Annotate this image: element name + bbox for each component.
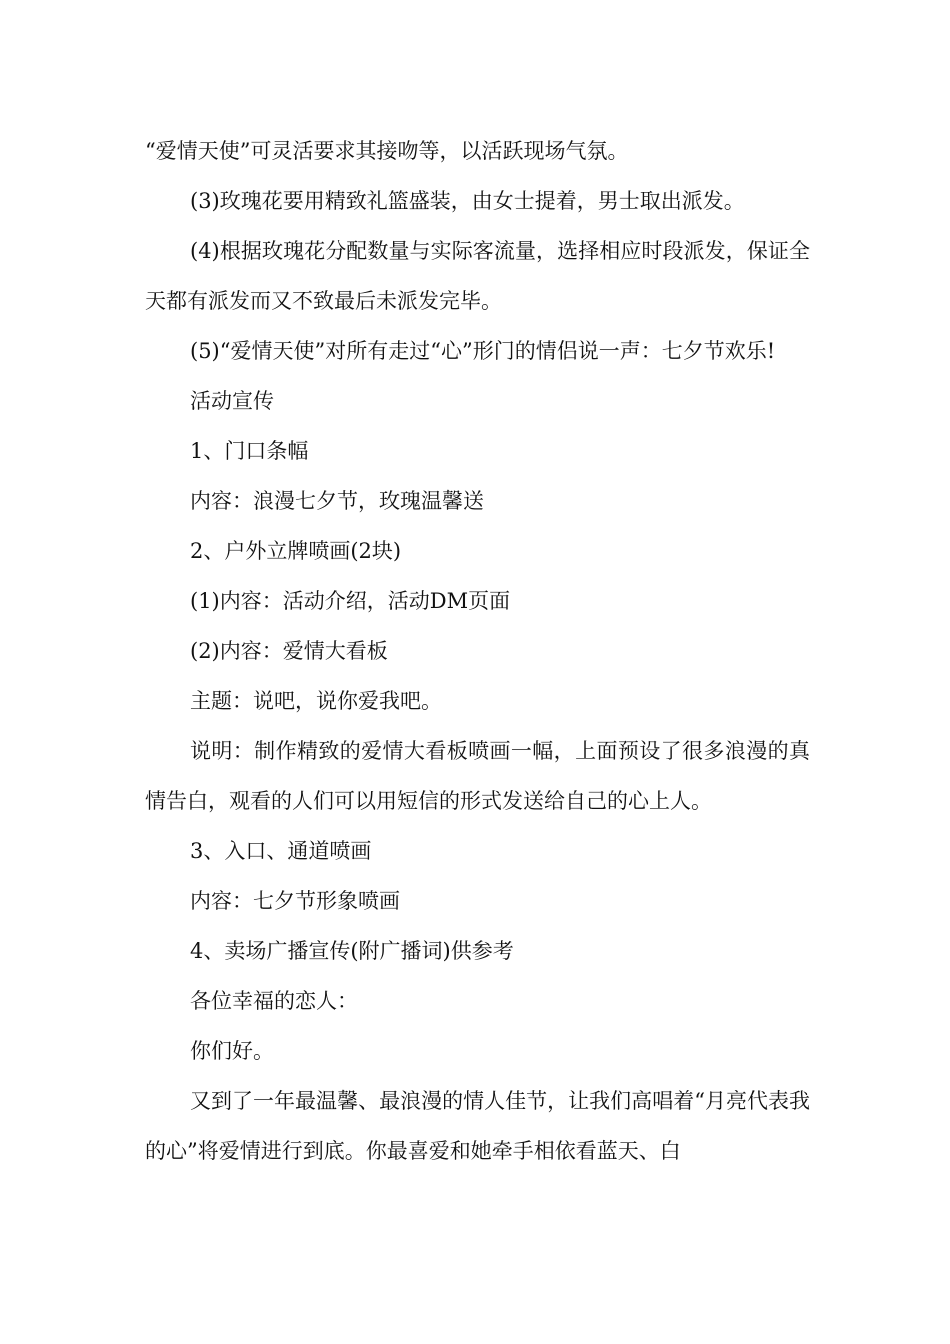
paragraph-item-3: (3)玫瑰花要用精致礼篮盛装，由女士提着，男士取出派发。: [190, 189, 745, 213]
document-body: [145, 126, 810, 1176]
paragraph-continuation: “爱情天使”可灵活要求其接吻等，以活跃现场气氛。: [145, 139, 629, 163]
list-item-entrance-spray: 3、入口、通道喷画: [190, 839, 372, 863]
list-item-broadcast: 4、卖场广播宣传(附广播词)供参考: [190, 939, 514, 963]
paragraph-hello: 你们好。: [190, 1039, 274, 1063]
list-item-outdoor-sign: 2、户外立牌喷画(2块): [190, 539, 402, 563]
paragraph-theme: 主题：说吧，说你爱我吧。: [190, 689, 442, 713]
paragraph-broadcast-text: 又到了一年最温馨、最浪漫的情人佳节，让我们高唱着“月亮代表我的心”将爱情进行到底。你最喜爱和她牵手相依看蓝天、白: [145, 1089, 810, 1163]
list-item-banner: 1、门口条幅: [190, 439, 309, 463]
paragraph-entrance-content: 内容：七夕节形象喷画: [190, 889, 400, 913]
paragraph-description: 说明：制作精致的爱情大看板喷画一幅，上面预设了很多浪漫的真情告白，观看的人们可以用短信的形式发送给自己的心上人。: [145, 739, 810, 813]
paragraph-greeting: 各位幸福的恋人：: [190, 989, 358, 1013]
paragraph-item-4: (4)根据玫瑰花分配数量与实际客流量，选择相应时段派发，保证全天都有派发而又不致最后未派发完毕。: [145, 239, 810, 313]
section-heading-promotion: 活动宣传: [190, 389, 274, 413]
paragraph-sign-content-1: (1)内容：活动介绍，活动DM页面: [190, 589, 511, 613]
paragraph-sign-content-2: (2)内容：爱情大看板: [190, 639, 388, 663]
paragraph-banner-content: 内容：浪漫七夕节，玫瑰温馨送: [190, 489, 484, 513]
paragraph-item-5: (5)“爱情天使”对所有走过“心”形门的情侣说一声：七夕节欢乐!: [190, 339, 776, 363]
